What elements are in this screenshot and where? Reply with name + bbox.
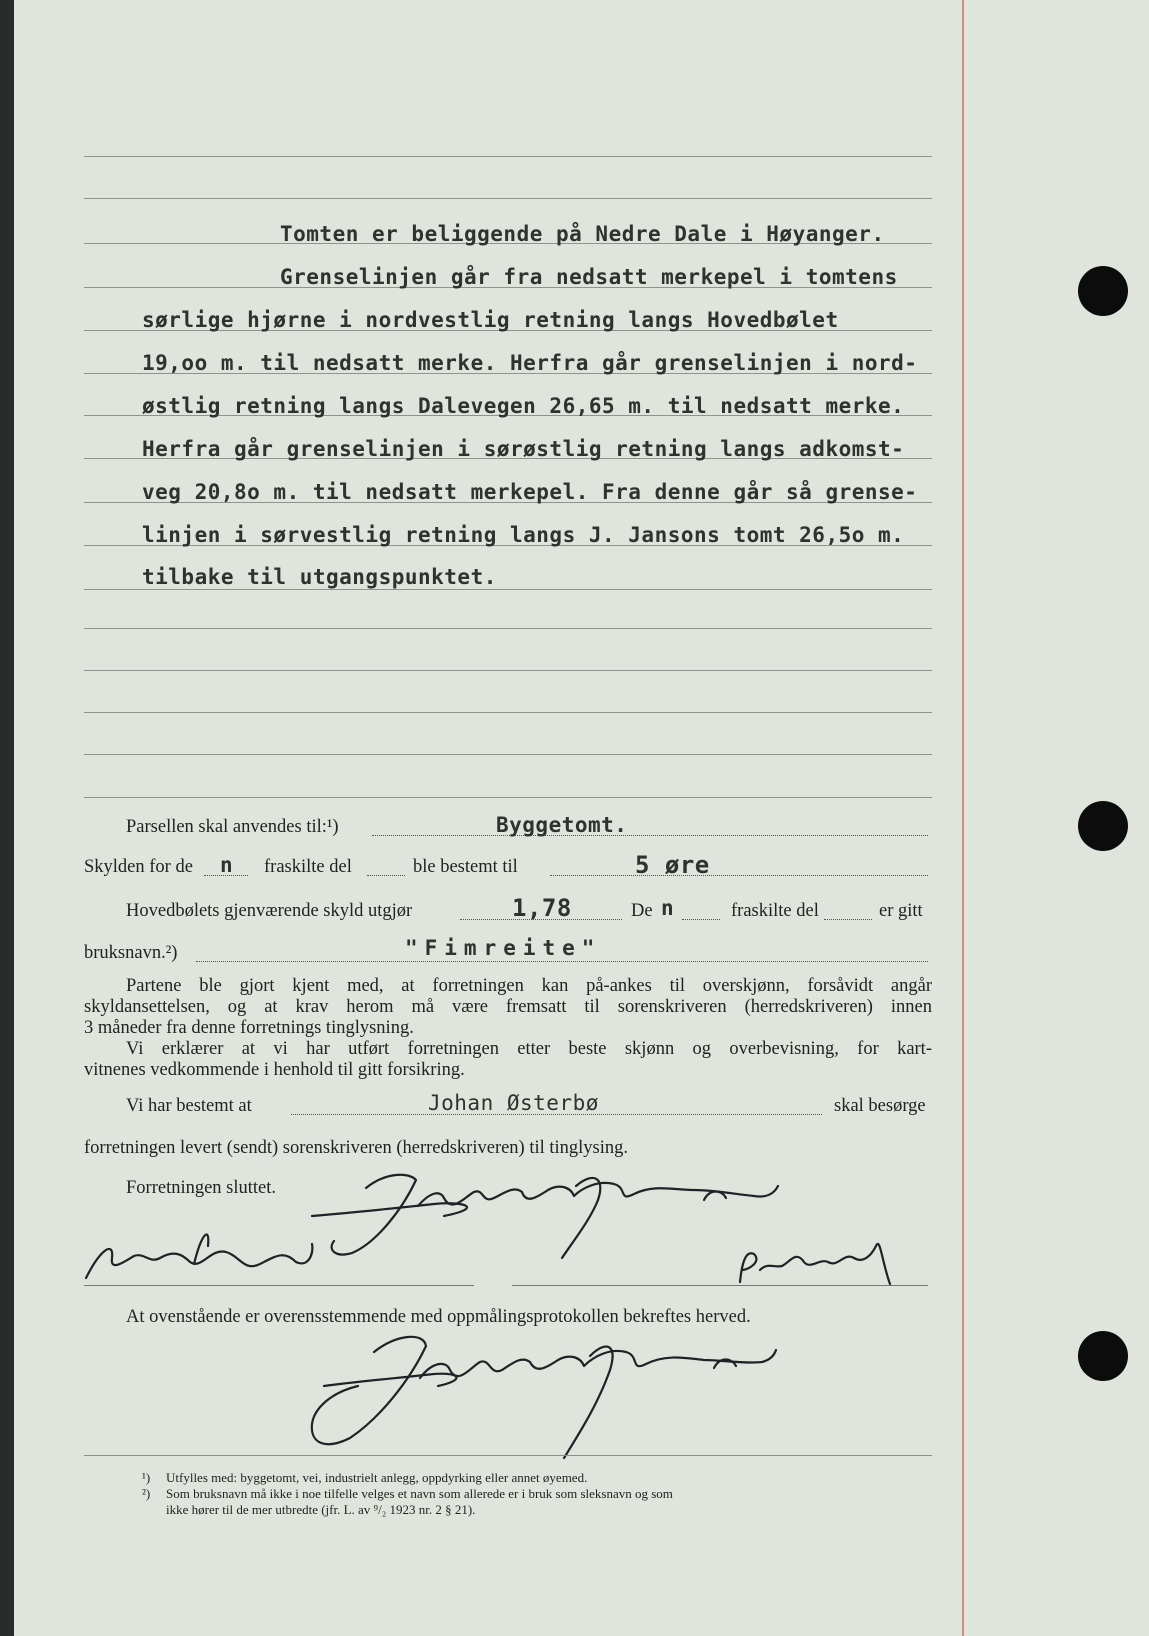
fraskilte-label: fraskilte del xyxy=(264,857,352,877)
skylden-label: Skylden for de xyxy=(84,857,193,877)
paragraph-line: vitnenes vedkommende i henhold til gitt forsikring. xyxy=(84,1060,465,1080)
confirmation-text: At ovenstående er overensstemmende med oppmålingsprotokollen bekreftes herved. xyxy=(126,1307,751,1327)
bruksnavn-value: "Fimreite" xyxy=(405,936,602,960)
er-gitt-label: er gitt xyxy=(879,901,923,921)
typed-line-7: veg 20,8o m. til nedsatt merkepel. Fra denne går så grense- xyxy=(142,480,918,504)
footnote-1-marker: ¹) xyxy=(142,1470,151,1485)
hovedbolet-value: 1,78 xyxy=(512,894,572,922)
paragraph-line: 3 måneder fra denne forretnings tinglysning. xyxy=(84,1018,414,1038)
paragraph-line: skyldansettelsen, og at krav herom må være fremsatt til sorenskriveren (herredskriveren) innen xyxy=(84,997,932,1017)
typed-line-5: østlig retning langs Dalevegen 26,65 m. til nedsatt merke. xyxy=(142,394,905,418)
footnote-1-text: Utfylles med: byggetomt, vei, industrielt anlegg, oppdyrking eller annet øyemed. xyxy=(166,1470,588,1485)
parsellen-label: Parsellen skal anvendes til:¹) xyxy=(126,817,339,837)
footnote-2-text-line-1: Som bruksnavn må ikke i noe tilfelle velges et navn som allerede er i bruk som sleksnavn og som xyxy=(166,1486,673,1501)
forretningen-sluttet-label: Forretningen sluttet. xyxy=(126,1178,277,1198)
vi-har-bestemt-value: Johan Østerbø xyxy=(428,1091,599,1115)
vi-har-bestemt-label: Vi har bestemt at xyxy=(126,1096,252,1116)
typed-line-2: Grenselinjen går fra nedsatt merkepel i tomtens xyxy=(280,265,898,289)
typed-line-8: linjen i sørvestlig retning langs J. Jansons tomt 26,5o m. xyxy=(142,523,905,547)
typed-line-3: sørlige hjørne i nordvestlig retning langs Hovedbølet xyxy=(142,308,839,332)
footnote-2-text-line-2: ikke hører til de mer utbredte (jfr. L. av ⁹/₂ 1923 nr. 2 § 21). xyxy=(166,1502,476,1517)
document-page xyxy=(14,0,1149,1636)
paragraph-line: Vi erklærer at vi har utført forretningen etter beste skjønn og overbevisning, for kart- xyxy=(126,1039,932,1059)
typed-line-9: tilbake til utgangspunktet. xyxy=(142,565,497,589)
den-label: De xyxy=(631,901,653,921)
typed-line-6: Herfra går grenselinjen i sørøstlig retning langs adkomst- xyxy=(142,437,905,461)
bestemt-label: ble bestemt til xyxy=(413,857,518,877)
handwritten-signatures xyxy=(14,0,1149,1636)
fraskilte-del-label: fraskilte del xyxy=(731,901,819,921)
skylden-de-suffix: n xyxy=(220,853,234,877)
skylden-value: 5 øre xyxy=(635,851,710,879)
bruksnavn-label: bruksnavn.²) xyxy=(84,943,178,963)
hovedbolet-label: Hovedbølets gjenværende skyld utgjør xyxy=(126,901,413,921)
typed-line-4: 19,oo m. til nedsatt merke. Herfra går grenselinjen i nord- xyxy=(142,351,918,375)
den-suffix: n xyxy=(661,896,675,920)
forretningen-levert-label: forretningen levert (sendt) sorenskriveren (herredskriveren) til tinglysing. xyxy=(84,1138,629,1158)
paragraph-line: Partene ble gjort kjent med, at forretningen kan på-ankes til overskjønn, forsåvidt angår xyxy=(126,976,932,996)
skal-besorge-label: skal besørge xyxy=(834,1096,926,1116)
typed-line-1: Tomten er beliggende på Nedre Dale i Høyanger. xyxy=(280,222,885,246)
footnote-2-marker: ²) xyxy=(142,1486,151,1501)
footnote-rule xyxy=(84,1455,932,1456)
parsellen-value: Byggetomt. xyxy=(496,813,628,837)
